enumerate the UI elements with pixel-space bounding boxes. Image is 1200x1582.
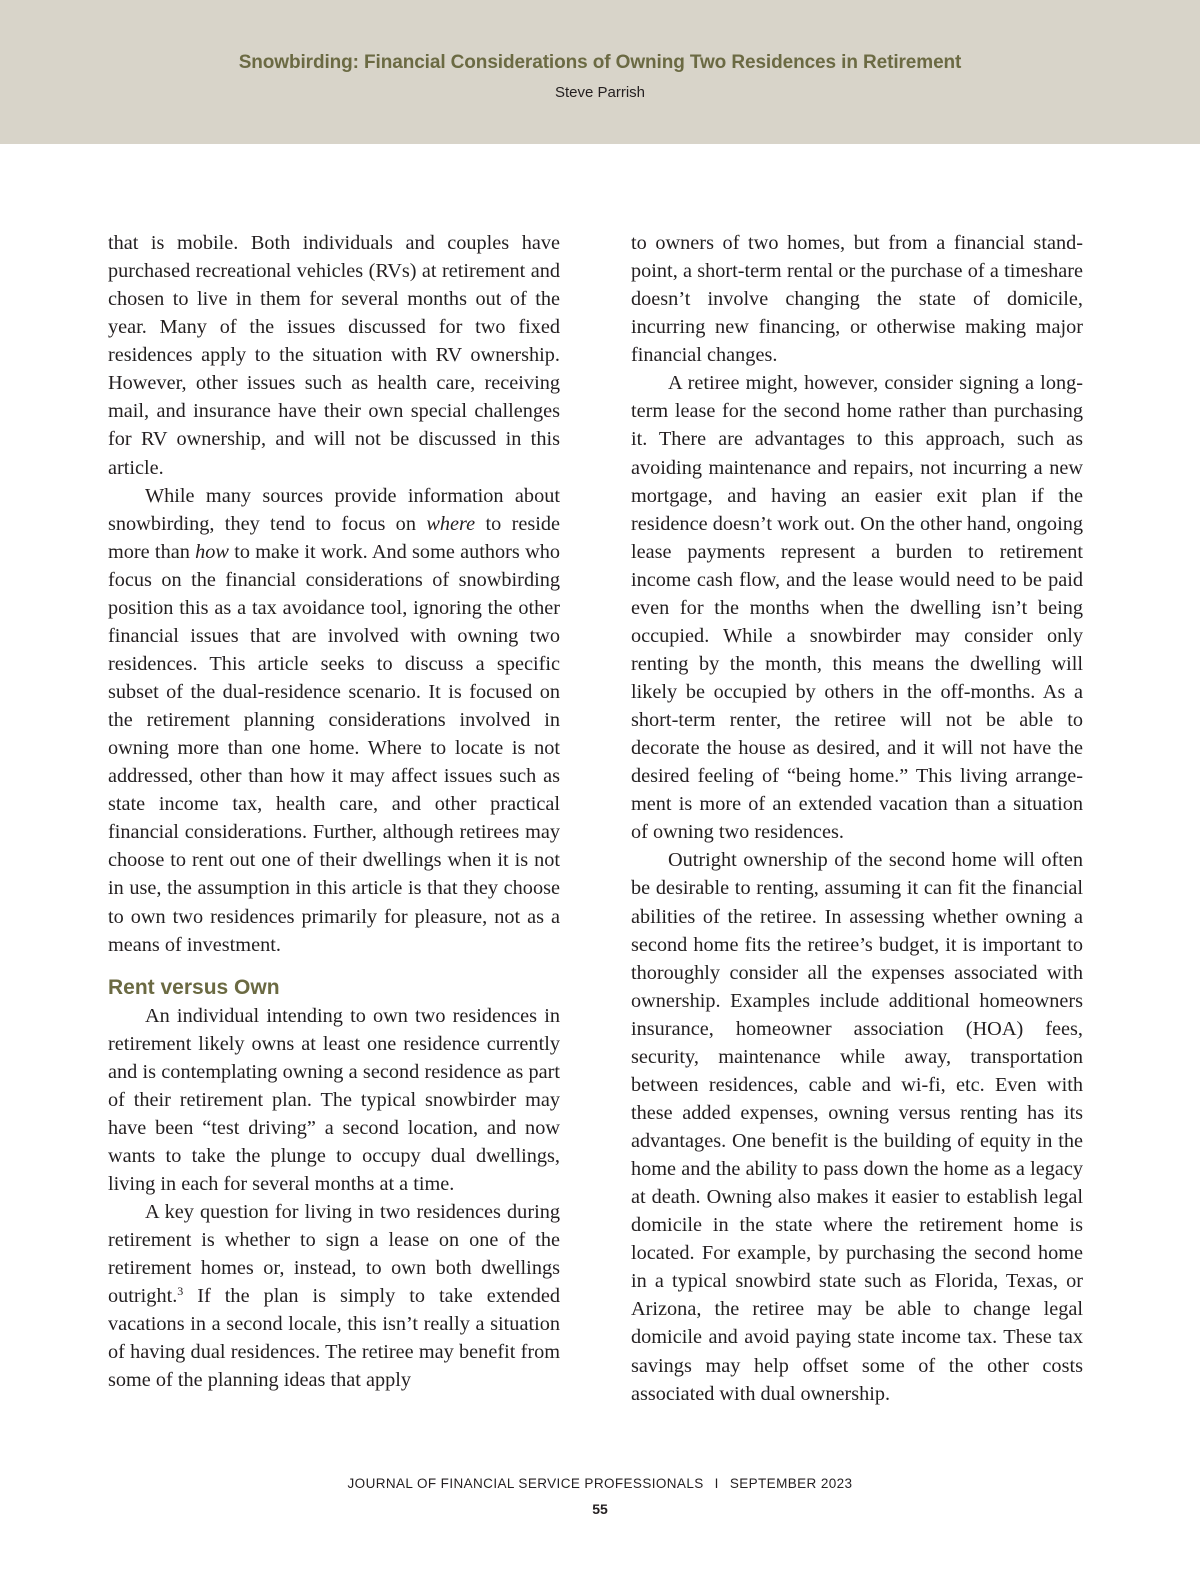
right-column <box>631 229 1083 1408</box>
emphasis-how: how <box>195 540 229 563</box>
page-header <box>0 0 1200 144</box>
text-run: to make it work. And some authors who focus on the financial considerations of snowbirding position this as a tax avoidance tool, ignoring the other financial issues that are involved with owning two residences. This article seeks to discuss a specific subset of the dual-residence scenario. It is focused on the retirement planning considerations involved in owning more than one home. Where to locate is not addressed, other than how it may affect issues such as state income tax, health care, and other practical financial considerations. Further, although retirees may choose to rent out one of their dwellings when it is not in use, the assumption in this article is that they choose to own two residences primarily for pleasure, not as a means of investment. <box>108 540 561 956</box>
left-paragraph-4 <box>108 1198 560 1394</box>
left-paragraph-2 <box>108 482 560 959</box>
right-paragraph-2: A retiree might, however, consider signing a long-term lease for the second home rather than purchasing it. There are advantages to this approach, such as avoiding maintenance and repairs, not incurring a new mortgage, and having an easier exit plan if the residence doesn’t work out. On the other hand, ongoing lease payments represent a burden to retirement income cash flow, and the lease would need to be paid even for the months when the dwelling isn’t being occupied. While a snowbirder may consider only renting by the month, this means the dwelling will likely be occupied by others in the off-months. As a short-term renter, the retiree will not be able to decorate the house as desired, and it will not have the desired feeling of “being home.” This living arrangement is more of an extended vacation than a situation of owning two residences. <box>631 372 1083 844</box>
right-paragraph-3: Outright ownership of the second home will often be desirable to renting, assuming it can fit the financial abilities of the retiree. In assessing whether owning a second home fits the retiree’s budget, it is important to thoroughly consider all the expenses associated with ownership. Examples include additional homeowners insurance, homeowner association (HOA) fees, security, maintenance while away, transportation between residences, cable and wi-fi, etc. Even with these added expenses, owning versus renting has its advantages. One benefit is the building of equity in the home and the ability to pass down the home as a legacy at death. Owning also makes it easier to establish legal domicile in the state where the retirement home is located. For example, by purchasing the second home in a typical snowbird state such as Florida, Texas, or Arizona, the retiree may be able to change legal domicile and avoid paying state income tax. These tax savings may help offset some of the other costs associated with dual ownership. <box>631 849 1083 1405</box>
text-run: A key question for living in two residences during retirement is whether to sign a lease on one of the retirement homes or, instead, to own both dwellings outright. <box>108 1201 560 1308</box>
text-run: While many sources provide information about snowbirding, they tend to focus on <box>108 484 560 535</box>
left-column <box>108 229 560 1395</box>
left-paragraph-3: An individual intending to own two residences in retirement likely owns at least one residence currently and is contemplating owning a second residence as part of their retirement plan. The typical snowbirder may have been “test driving” a second location, and now wants to take the plunge to occupy dual dwellings, living in each for several months at a time. <box>108 1004 560 1195</box>
text-run: If the plan is simply to take extended vacations in a second locale, this isn’t really a situation of having dual residences. The retiree may benefit from some of the planning ideas that apply <box>108 1285 560 1392</box>
right-paragraph-1: to owners of two homes, but from a financial standpoint, a short-term rental or the purchase of a timeshare doesn’t involve changing the state of domicile, incurring new financing, or otherwise making major financial changes. <box>631 232 1083 367</box>
article-title: Snowbirding: Financial Considerations of Owning Two Residences in Retirement <box>238 52 962 73</box>
emphasis-where: where <box>426 512 476 535</box>
text-run: to reside more than <box>108 512 560 563</box>
footnote-reference[interactable]: 3 <box>177 1284 184 1299</box>
journal-name: JOURNAL OF FINANCIAL SERVICE PROFESSIONALS <box>347 1476 704 1491</box>
issue-date: SEPTEMBER 2023 <box>729 1476 853 1491</box>
page-footer <box>0 1474 1200 1494</box>
page-number: 55 <box>592 1501 608 1517</box>
article-author: Steve Parrish <box>554 84 646 101</box>
section-heading: Rent versus Own <box>108 975 280 999</box>
footer-separator: I <box>714 1476 719 1491</box>
left-paragraph-1: that is mobile. Both individuals and couples have purchased recreational vehicles (RVs) at retirement and chosen to live in them for several months out of the year. Many of the issues discussed for two fixed residences apply to the situation with RV ownership. However, other issues such as health care, receiving mail, and insurance have their own special challenges for RV ownership, and will not be discussed in this article. <box>108 232 560 479</box>
